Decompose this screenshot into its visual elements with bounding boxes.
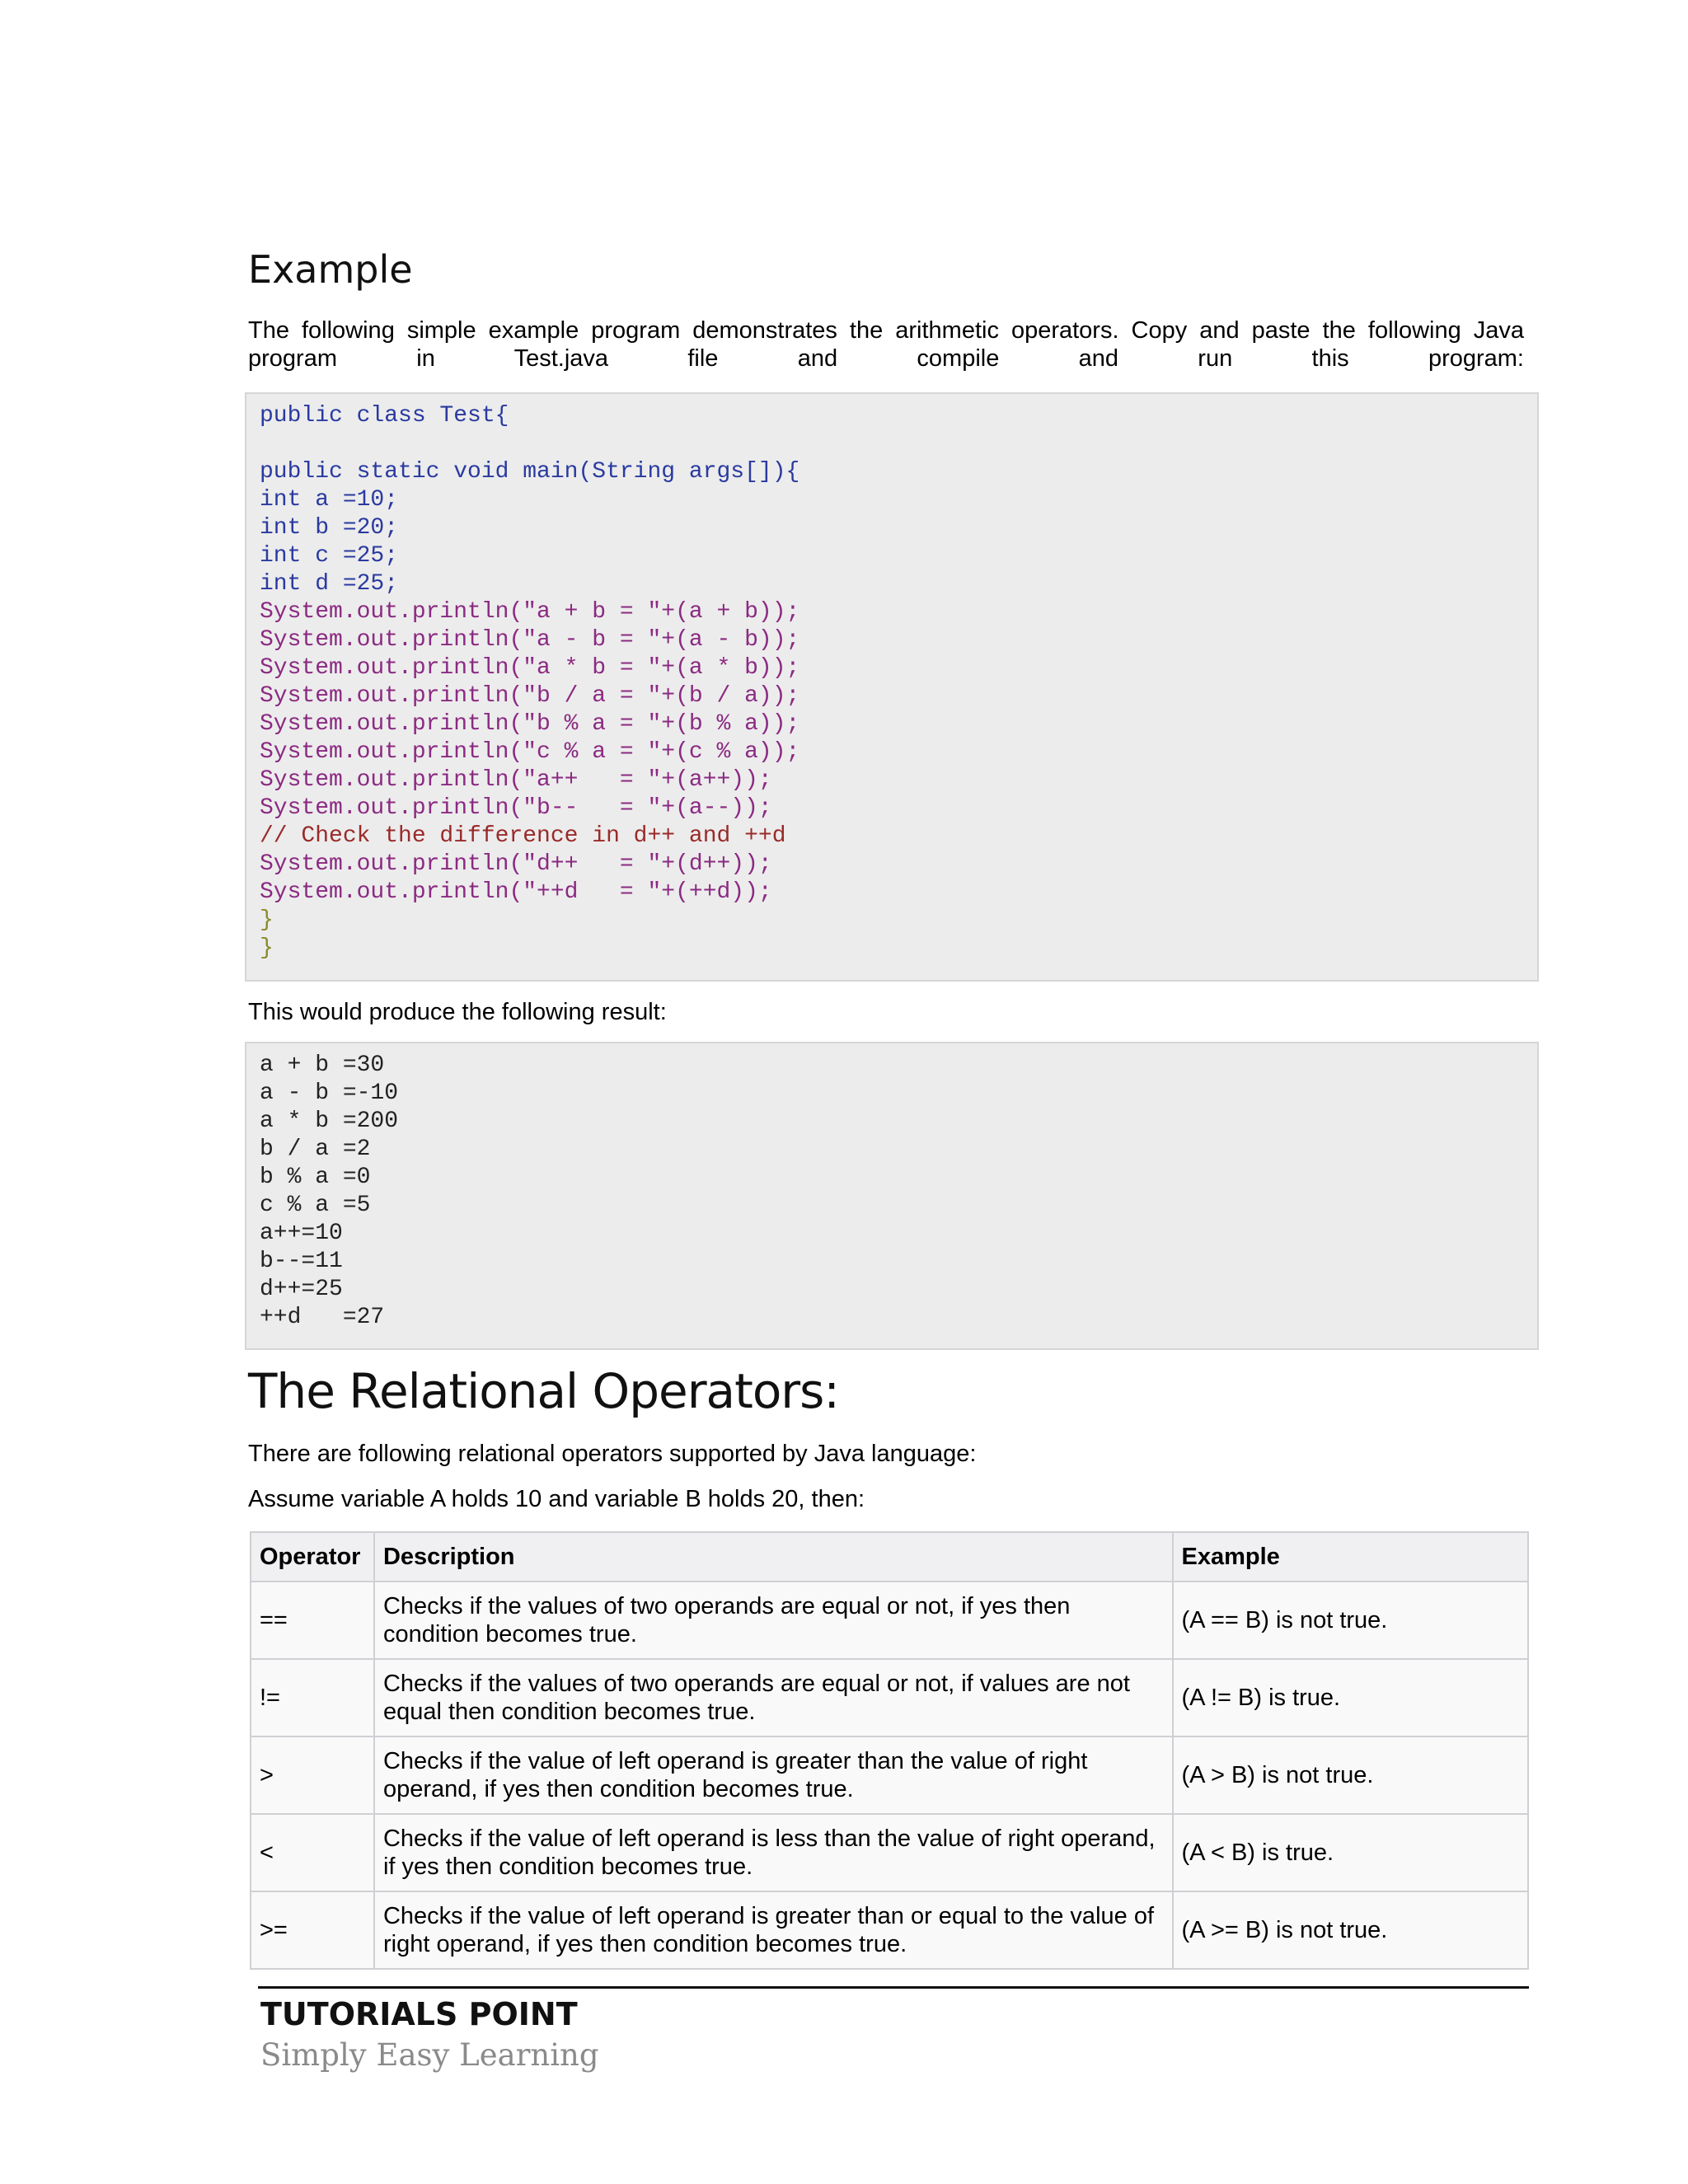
- code-line: public static void main(String args[]){: [260, 459, 800, 485]
- code-line: System.out.println("a - b = "+(a - b));: [260, 627, 800, 653]
- code-line: }: [260, 935, 274, 961]
- output-line: a + b =30: [260, 1052, 385, 1078]
- relational-operators-table: [250, 1531, 1529, 1970]
- description-cell: Checks if the value of left operand is greater than the value of right operand, if yes then condition becomes true.: [374, 1736, 1173, 1814]
- table-row: [251, 1891, 1528, 1969]
- header-example: Example: [1173, 1532, 1528, 1582]
- header-description: Description: [374, 1532, 1173, 1582]
- code-line: int a =10;: [260, 487, 399, 513]
- operator-cell: <: [251, 1814, 374, 1891]
- output-line: a * b =200: [260, 1108, 399, 1134]
- code-line: System.out.println("c % a = "+(c % a));: [260, 739, 800, 765]
- code-line: int c =25;: [260, 543, 399, 569]
- example-cell: (A < B) is true.: [1173, 1814, 1528, 1891]
- example-cell: (A >= B) is not true.: [1173, 1891, 1528, 1969]
- code-line: System.out.println("a + b = "+(a + b));: [260, 599, 800, 625]
- code-line: [260, 430, 1537, 458]
- relational-heading: The Relational Operators:: [248, 1363, 839, 1419]
- relational-assumption: Assume variable A holds 10 and variable B holds 20, then:: [248, 1486, 865, 1512]
- code-line: System.out.println("a * b = "+(a * b));: [260, 655, 800, 681]
- output-line: d++=25: [260, 1277, 343, 1302]
- code-line: System.out.println("++d = "+(++d));: [260, 879, 772, 905]
- output-line: b--=11: [260, 1249, 343, 1274]
- source-code-block: [245, 392, 1539, 982]
- example-intro: The following simple example program demonstrates the arithmetic operators. Copy and paste the following Java program in Test.java file and compile and run this program:: [248, 317, 1524, 372]
- result-label: This would produce the following result:: [248, 999, 667, 1025]
- footer-tagline: Simply Easy Learning: [260, 2037, 599, 2073]
- header-operator: Operator: [251, 1532, 374, 1582]
- program-output-block: [245, 1042, 1539, 1350]
- footer-brand: TUTORIALS POINT: [260, 1996, 578, 2032]
- code-comment: // Check the difference in d++ and ++d: [260, 823, 786, 849]
- table-row: [251, 1736, 1528, 1814]
- operator-cell: ==: [251, 1582, 374, 1659]
- operator-cell: >=: [251, 1891, 374, 1969]
- description-cell: Checks if the values of two operands are equal or not, if values are not equal then condition becomes true.: [374, 1659, 1173, 1736]
- table-row: [251, 1659, 1528, 1736]
- description-cell: Checks if the values of two operands are equal or not, if yes then condition becomes true.: [374, 1582, 1173, 1659]
- table-header-row: [251, 1532, 1528, 1582]
- operator-cell: >: [251, 1736, 374, 1814]
- code-line: System.out.println("b / a = "+(b / a));: [260, 683, 800, 709]
- example-cell: (A == B) is not true.: [1173, 1582, 1528, 1659]
- description-cell: Checks if the value of left operand is less than the value of right operand, if yes then condition becomes true.: [374, 1814, 1173, 1891]
- output-line: ++d =27: [260, 1305, 385, 1330]
- code-line: public class Test{: [260, 403, 509, 429]
- description-cell: Checks if the value of left operand is greater than or equal to the value of right operand, if yes then condition becomes true.: [374, 1891, 1173, 1969]
- code-line: int d =25;: [260, 571, 399, 597]
- table-row: [251, 1814, 1528, 1891]
- operator-cell: !=: [251, 1659, 374, 1736]
- output-line: b % a =0: [260, 1165, 371, 1190]
- example-cell: (A > B) is not true.: [1173, 1736, 1528, 1814]
- code-line: System.out.println("a++ = "+(a++));: [260, 767, 772, 793]
- example-heading: Example: [248, 247, 413, 292]
- output-line: a++=10: [260, 1221, 343, 1246]
- relational-intro: There are following relational operators supported by Java language:: [248, 1441, 977, 1467]
- output-line: b / a =2: [260, 1137, 371, 1162]
- footer-divider: [258, 1986, 1529, 1989]
- code-line: System.out.println("b-- = "+(a--));: [260, 795, 772, 821]
- output-line: c % a =5: [260, 1193, 371, 1218]
- code-line: System.out.println("b % a = "+(b % a));: [260, 711, 800, 737]
- code-line: }: [260, 907, 274, 933]
- output-line: a - b =-10: [260, 1080, 399, 1106]
- code-line: int b =20;: [260, 515, 399, 541]
- table-row: [251, 1582, 1528, 1659]
- example-cell: (A != B) is true.: [1173, 1659, 1528, 1736]
- code-line: System.out.println("d++ = "+(d++));: [260, 851, 772, 877]
